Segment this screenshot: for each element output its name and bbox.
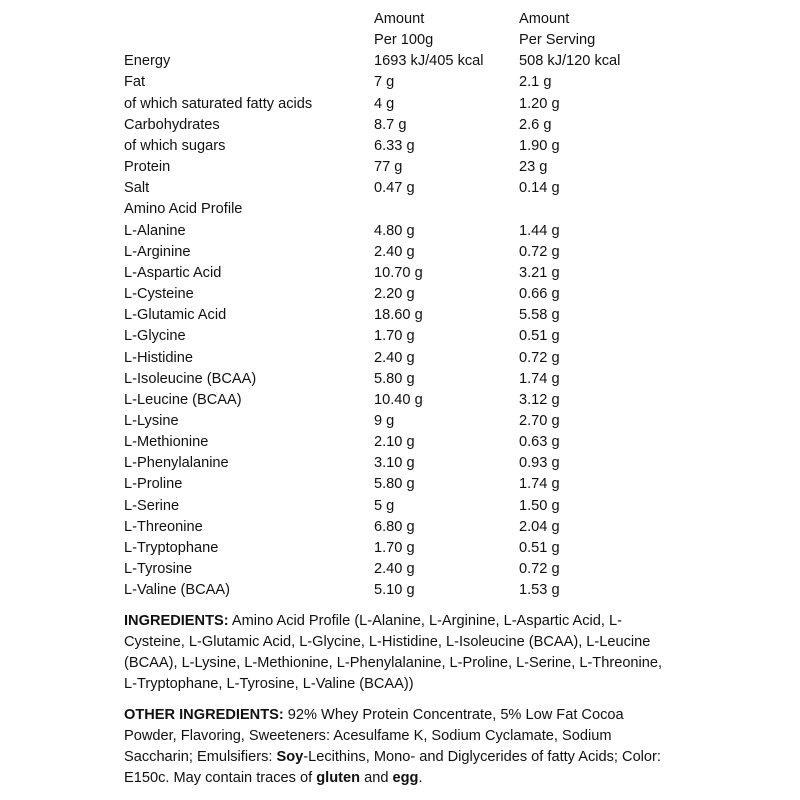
amount-per-100g: 10.40 g bbox=[374, 391, 423, 408]
nutrient-name: L-Serine bbox=[124, 497, 180, 514]
amount-per-serving: 1.53 g bbox=[519, 582, 560, 599]
nutrient-row bbox=[124, 157, 659, 178]
amount-per-serving: 2.70 g bbox=[519, 412, 560, 429]
other-ingredients-text: and bbox=[360, 770, 393, 786]
nutrient-name: L-Valine (BCAA) bbox=[124, 582, 230, 599]
nutrition-table bbox=[124, 9, 659, 601]
amount-per-serving: 0.93 g bbox=[519, 455, 560, 472]
nutrient-row bbox=[124, 72, 659, 93]
amino-acid-row bbox=[124, 305, 659, 326]
amount-per-100g: 2.20 g bbox=[374, 286, 415, 303]
amount-per-serving: 0.72 g bbox=[519, 243, 560, 260]
amino-heading: Amino Acid Profile bbox=[124, 201, 243, 218]
amount-per-serving: 3.21 g bbox=[519, 264, 560, 281]
amount-per-serving: 2.04 g bbox=[519, 518, 560, 535]
amount-per-serving: 2.1 g bbox=[519, 74, 552, 91]
amino-acid-row bbox=[124, 348, 659, 369]
amount-per-100g: 77 g bbox=[374, 159, 403, 176]
amount-per-serving: 1.20 g bbox=[519, 95, 560, 112]
ingredients-text: Amino Acid Profile (L-Alanine, L-Arginine, L-Aspartic Acid, L-Cysteine, L-Glutamic Acid, L-Glycine, L-Histidine, L-Isoleucine (BCAA), L-Leucine (BCAA), L-Lysine, L-Methionine, L-Phenylalanine, L-Proline, L-Serine, L-Threonine, L-Tryptophane, L-Tyrosine, L-Valine (BCAA)) bbox=[124, 613, 663, 692]
amino-acid-row bbox=[124, 580, 659, 601]
amount-per-100g: 18.60 g bbox=[374, 307, 423, 324]
other-ingredients-text: -Lecithins, Mono- and Diglycerides of fatty Acids; Color: E150c. May contain traces of bbox=[124, 749, 661, 786]
amount-per-100g: 2.40 g bbox=[374, 561, 415, 578]
header-name-blank bbox=[124, 9, 374, 30]
amount-per-100g: 1.70 g bbox=[374, 539, 415, 556]
header-row-1 bbox=[124, 9, 659, 30]
amount-per-100g: 8.7 g bbox=[374, 116, 407, 133]
nutrient-row bbox=[124, 178, 659, 199]
amount-per-100g: 3.10 g bbox=[374, 455, 415, 472]
header-name-blank bbox=[124, 30, 374, 51]
amount-per-serving: 23 g bbox=[519, 159, 548, 176]
amount-per-serving: 0.51 g bbox=[519, 539, 560, 556]
amount-per-100g: 6.80 g bbox=[374, 518, 415, 535]
amount-per-serving: 2.6 g bbox=[519, 116, 552, 133]
allergen-gluten: gluten bbox=[316, 770, 361, 786]
nutrient-row bbox=[124, 94, 659, 115]
amino-acid-row bbox=[124, 453, 659, 474]
amount-per-100g: 2.40 g bbox=[374, 349, 415, 366]
other-ingredients-text: 92% Whey Protein Concentrate, 5% Low Fat Cocoa Powder, Flavoring, Sweeteners: Acesulfame K, Sodium Cyclamate, Sodium Saccharin; Emulsifiers: bbox=[124, 707, 624, 765]
amount-per-serving: 0.66 g bbox=[519, 286, 560, 303]
amino-acid-row bbox=[124, 263, 659, 284]
amino-acid-row bbox=[124, 538, 659, 559]
nutrient-name: of which sugars bbox=[124, 137, 226, 154]
nutrition-label bbox=[124, 9, 664, 601]
amount-per-100g: 5.10 g bbox=[374, 582, 415, 599]
amount-per-serving: 0.72 g bbox=[519, 349, 560, 366]
header-per100-line1: Amount bbox=[374, 11, 425, 27]
nutrient-name: L-Cysteine bbox=[124, 286, 194, 303]
nutrient-row bbox=[124, 115, 659, 136]
nutrient-name: L-Glycine bbox=[124, 328, 186, 345]
nutrient-name: L-Proline bbox=[124, 476, 183, 493]
amount-per-serving: 0.63 g bbox=[519, 434, 560, 451]
amino-heading-row bbox=[124, 199, 659, 220]
amount-per-serving: 5.58 g bbox=[519, 307, 560, 324]
amount-per-100g: 1693 kJ/405 kcal bbox=[374, 53, 484, 70]
amount-per-100g: 10.70 g bbox=[374, 264, 423, 281]
nutrient-name: L-Arginine bbox=[124, 243, 191, 260]
header-per100-line2: Per 100g bbox=[374, 32, 434, 49]
allergen-egg: egg bbox=[392, 770, 419, 786]
amino-acid-row bbox=[124, 496, 659, 517]
header-row-2 bbox=[124, 30, 659, 51]
amino-acid-row bbox=[124, 411, 659, 432]
nutrient-name: L-Tyrosine bbox=[124, 561, 193, 578]
allergen-soy: Soy bbox=[276, 749, 304, 765]
amount-per-100g: 0.47 g bbox=[374, 180, 415, 197]
nutrient-name: L-Glutamic Acid bbox=[124, 307, 227, 324]
amount-per-100g: 2.40 g bbox=[374, 243, 415, 260]
amount-per-serving: 0.51 g bbox=[519, 328, 560, 345]
other-ingredients-label: OTHER INGREDIENTS: bbox=[124, 707, 284, 723]
amino-acid-row bbox=[124, 474, 659, 495]
nutrient-name: of which saturated fatty acids bbox=[124, 95, 313, 112]
amino-acid-row bbox=[124, 559, 659, 580]
amount-per-100g: 1.70 g bbox=[374, 328, 415, 345]
amount-per-serving: 508 kJ/120 kcal bbox=[519, 53, 621, 70]
amount-per-serving: 1.90 g bbox=[519, 137, 560, 154]
nutrient-name: L-Tryptophane bbox=[124, 539, 219, 556]
amount-per-100g: 2.10 g bbox=[374, 434, 415, 451]
nutrient-row bbox=[124, 136, 659, 157]
amount-per-serving: 1.74 g bbox=[519, 370, 560, 387]
amino-acid-row bbox=[124, 390, 659, 411]
nutrient-name: L-Phenylalanine bbox=[124, 455, 229, 472]
amino-acid-row bbox=[124, 242, 659, 263]
nutrient-row bbox=[124, 51, 659, 72]
amino-acid-row bbox=[124, 221, 659, 242]
amount-per-serving: 1.50 g bbox=[519, 497, 560, 514]
amount-per-serving: 1.44 g bbox=[519, 222, 560, 239]
amount-per-100g: 4.80 g bbox=[374, 222, 415, 239]
amount-per-serving: 1.74 g bbox=[519, 476, 560, 493]
amount-per-100g: 5 g bbox=[374, 497, 395, 514]
nutrient-name: Energy bbox=[124, 53, 171, 70]
amino-acid-row bbox=[124, 432, 659, 453]
amino-acid-row bbox=[124, 369, 659, 390]
ingredients-label: INGREDIENTS: bbox=[124, 613, 229, 629]
nutrient-name: L-Lysine bbox=[124, 412, 179, 429]
nutrient-name: L-Histidine bbox=[124, 349, 193, 366]
amount-per-100g: 5.80 g bbox=[374, 370, 415, 387]
amino-heading-group bbox=[124, 199, 659, 220]
nutrient-name: L-Isoleucine (BCAA) bbox=[124, 370, 257, 387]
other-ingredients-paragraph bbox=[124, 705, 664, 789]
header-serving-line1: Amount bbox=[519, 11, 570, 27]
amount-per-serving: 0.14 g bbox=[519, 180, 560, 197]
nutrient-name: L-Aspartic Acid bbox=[124, 264, 222, 281]
nutrient-name: Fat bbox=[124, 74, 146, 91]
amount-per-serving: 0.72 g bbox=[519, 561, 560, 578]
amount-per-100g: 9 g bbox=[374, 412, 395, 429]
amount-per-serving: 3.12 g bbox=[519, 391, 560, 408]
amino-acid-row bbox=[124, 284, 659, 305]
amount-per-100g: 7 g bbox=[374, 74, 395, 91]
amino-acid-row bbox=[124, 326, 659, 347]
nutrient-name: Salt bbox=[124, 180, 150, 197]
ingredients-paragraph bbox=[124, 611, 664, 695]
amount-per-100g: 4 g bbox=[374, 95, 395, 112]
nutrient-name: Protein bbox=[124, 159, 171, 176]
nutrient-name: Carbohydrates bbox=[124, 116, 220, 133]
amount-per-100g: 5.80 g bbox=[374, 476, 415, 493]
nutrient-rows bbox=[124, 51, 659, 199]
nutrient-name: L-Leucine (BCAA) bbox=[124, 391, 242, 408]
amount-per-100g: 6.33 g bbox=[374, 137, 415, 154]
amino-rows bbox=[124, 221, 659, 602]
nutrient-name: L-Methionine bbox=[124, 434, 209, 451]
header-serving-line2: Per Serving bbox=[519, 32, 596, 49]
nutrient-name: L-Alanine bbox=[124, 222, 186, 239]
nutrient-name: L-Threonine bbox=[124, 518, 203, 535]
amino-acid-row bbox=[124, 517, 659, 538]
other-ingredients-text: . bbox=[418, 770, 423, 786]
